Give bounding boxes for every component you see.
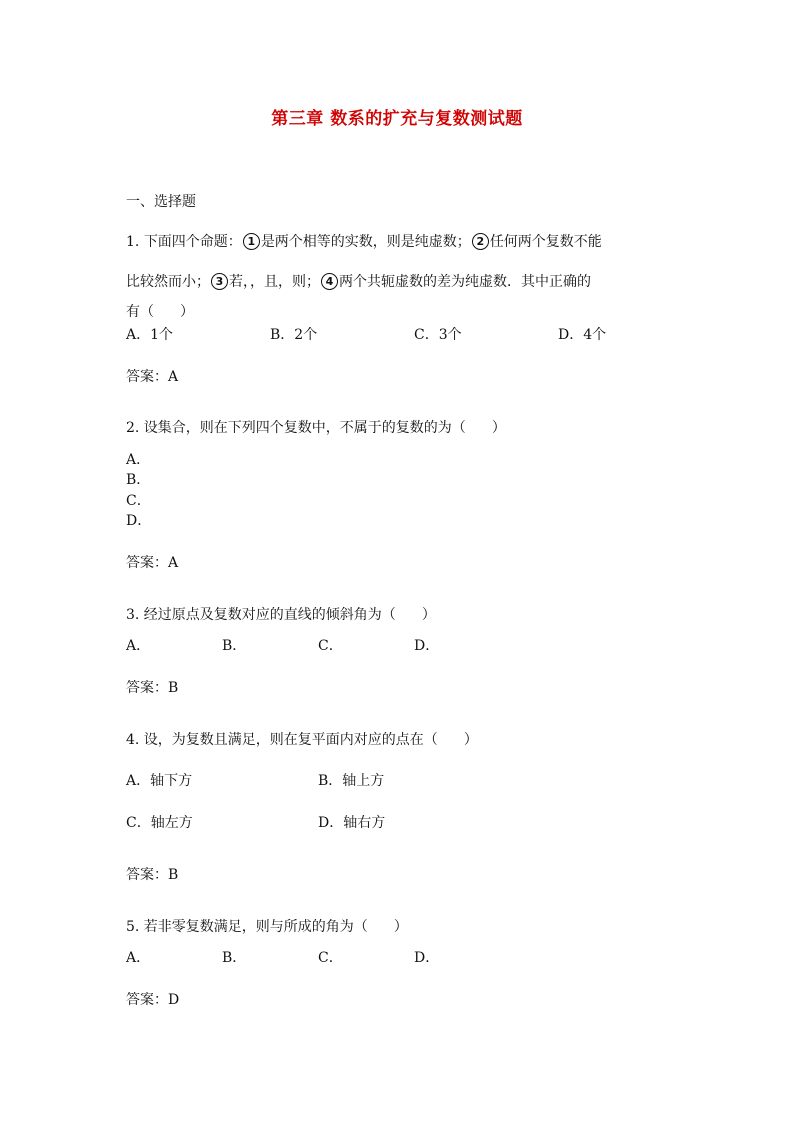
question-1-line-3 — [126, 302, 194, 322]
question-1-lead: 下面四个命题： — [143, 234, 242, 250]
question-1-option-b: B．2个 — [270, 327, 318, 343]
question-5-text — [126, 917, 408, 937]
question-2-option-a: A． — [126, 452, 151, 468]
question-1-clause-3: 若，，且，则； — [229, 274, 320, 290]
question-3-stem: 3. 经过原点及复数对应的直线的倾斜角为（ — [126, 607, 396, 623]
question-5-paren-close: ） — [393, 919, 408, 935]
question-1-clause-2-cont: 比较然而小； — [126, 274, 210, 290]
question-1-option-c: C．3个 — [414, 327, 462, 343]
page-title: 第三章 数系的扩充与复数测试题 — [271, 109, 523, 129]
circled-number-2: 2 — [472, 233, 489, 250]
question-1-clause-1: 是两个相等的实数，则是纯虚数； — [260, 234, 471, 250]
question-5-option-d: D． — [414, 950, 440, 966]
question-1-option-a: A．1个 — [126, 327, 174, 343]
question-3-option-a: A． — [126, 638, 151, 654]
question-2-option-c: C． — [126, 493, 151, 509]
question-1-clause-2: 任何两个复数不能 — [489, 234, 602, 250]
circled-number-1: 1 — [243, 233, 260, 250]
question-3-option-d: D． — [414, 638, 440, 654]
question-3-answer: 答案：B — [126, 680, 179, 696]
question-3-paren-close: ） — [421, 607, 436, 623]
question-4-text — [126, 730, 478, 750]
question-2-answer: 答案：A — [126, 555, 179, 571]
question-3-text — [126, 605, 436, 625]
question-4-option-b: B．轴上方 — [318, 773, 385, 789]
question-4-option-c: C．轴左方 — [126, 815, 193, 831]
question-2-text — [126, 418, 506, 438]
circled-number-4: 4 — [321, 273, 338, 290]
question-1-paren-open: 有（ — [126, 304, 154, 320]
question-4-paren-close: ） — [463, 732, 478, 748]
question-3-option-c: C． — [318, 638, 343, 654]
question-5-option-c: C． — [318, 950, 343, 966]
question-5-option-b: B． — [222, 950, 247, 966]
question-4-option-d: D．轴右方 — [318, 815, 386, 831]
question-2-option-d: D． — [126, 513, 152, 529]
question-1-paren-close: ） — [180, 304, 194, 320]
question-4-answer: 答案：B — [126, 867, 179, 883]
question-2-stem: 2. 设集合，则在下列四个复数中，不属于的复数的为（ — [126, 420, 466, 436]
question-1-clause-4: 两个共轭虚数的差为纯虚数．其中正确的 — [339, 274, 591, 290]
question-1-answer: 答案：A — [126, 369, 179, 385]
question-2-paren-close: ） — [491, 420, 506, 436]
question-1-line-2 — [126, 272, 591, 292]
question-1-number: 1. — [126, 234, 140, 250]
question-4-stem: 4. 设，为复数且满足，则在复平面内对应的点在（ — [126, 732, 438, 748]
question-2-option-b: B． — [126, 472, 151, 488]
section-heading: 一、选择题 — [126, 194, 196, 210]
question-5-option-a: A． — [126, 950, 151, 966]
question-3-option-b: B． — [222, 638, 247, 654]
question-5-answer: 答案：D — [126, 992, 180, 1008]
question-1-option-d: D．4个 — [558, 327, 607, 343]
question-1-line-1 — [126, 232, 602, 252]
question-4-option-a: A．轴下方 — [126, 773, 193, 789]
question-5-stem: 5. 若非零复数满足，则与所成的角为（ — [126, 919, 368, 935]
circled-number-3: 3 — [211, 273, 228, 290]
